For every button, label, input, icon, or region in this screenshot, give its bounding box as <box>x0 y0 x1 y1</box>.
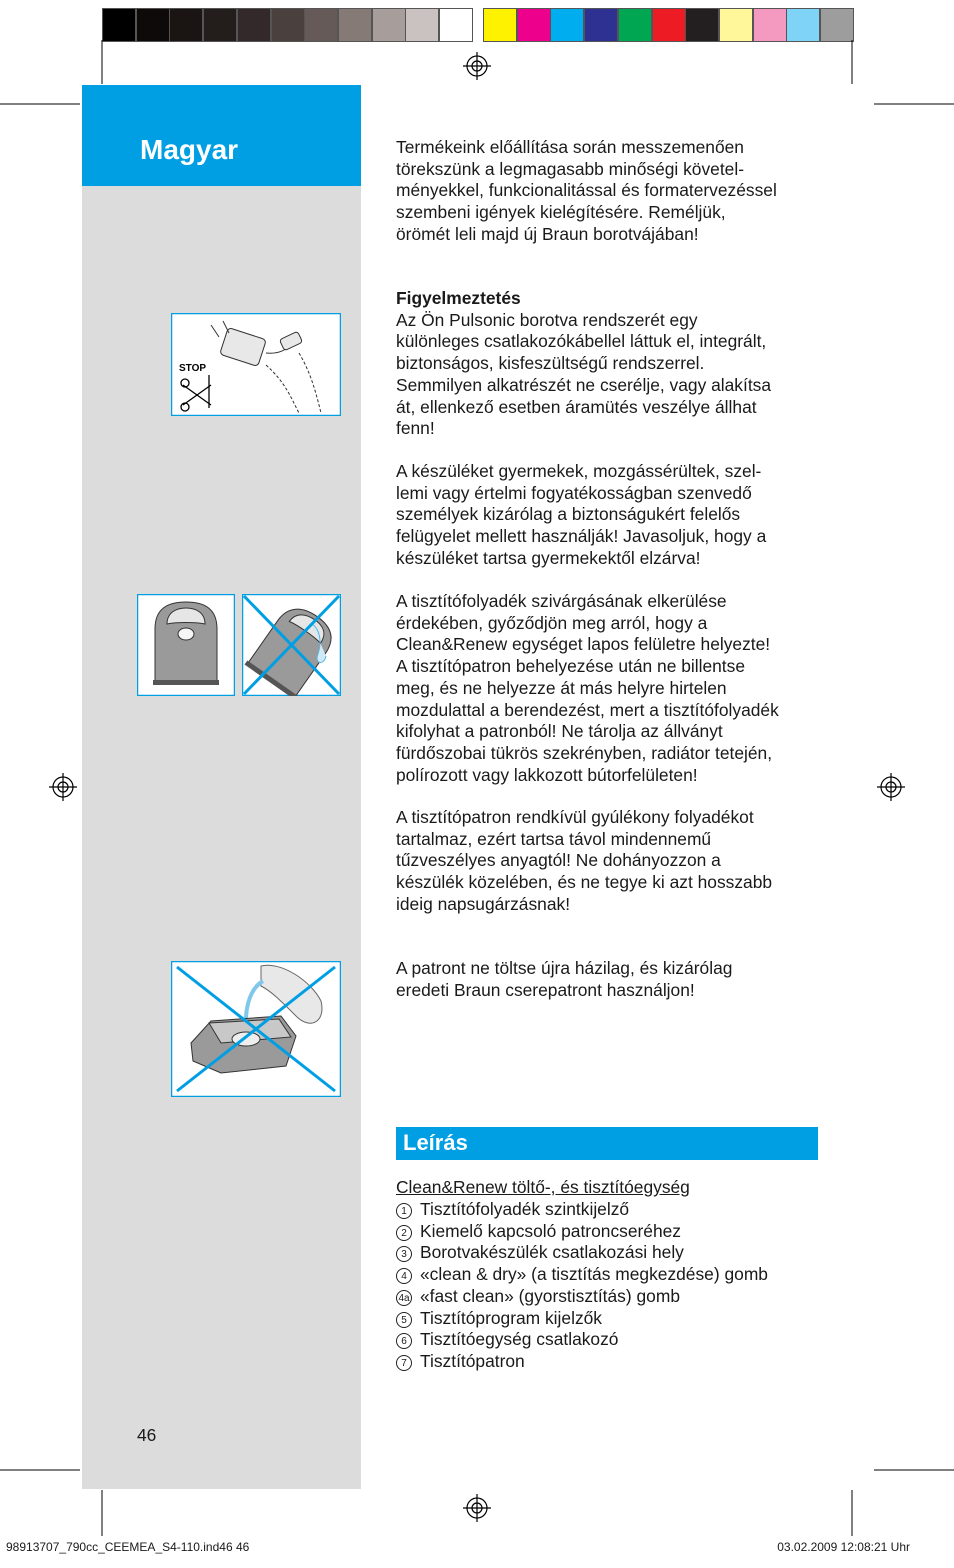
refill-prohibited-illustration <box>171 961 341 1097</box>
intro-text <box>396 137 826 246</box>
registration-mark-left <box>49 773 77 801</box>
item-label: Tisztítópatron <box>420 1350 525 1371</box>
item-number-badge: 4 <box>396 1268 412 1284</box>
parts-list-item <box>396 1308 602 1330</box>
footer-timestamp: 03.02.2009 12:08:21 Uhr <box>777 1540 910 1554</box>
parts-list-item <box>396 1286 680 1308</box>
page-number: 46 <box>137 1425 157 1445</box>
parts-list-item <box>396 1242 684 1264</box>
page-title: Magyar <box>140 134 239 165</box>
item-number-badge: 1 <box>396 1203 412 1219</box>
plug-cable-illustration <box>171 313 341 416</box>
item-label: «fast clean» (gyorstisztítás) gomb <box>420 1285 681 1306</box>
warning-paragraph-1: Az Ön Pulsonic borotva rendszerét egy különleges csatlakozókábellel láttuk el, integrált, biztonságos, kisfeszültségű rendszerrel. Semmilyen alkatrészét ne cserélje, vagy alakítsa át, ellenkező esetben áramütés veszélye állhat fenn! <box>396 309 772 439</box>
warning-heading: Figyelmeztetés <box>396 288 521 308</box>
warning-paragraph-4-block <box>396 807 826 916</box>
unit-title: Clean&Renew töltő-, és tisztítóegység <box>396 1177 690 1197</box>
item-number-badge: 4a <box>396 1290 412 1306</box>
item-label: Kiemelő kapcsoló patroncseréhez <box>420 1220 682 1241</box>
item-number-badge: 5 <box>396 1312 412 1328</box>
section-heading: Leírás <box>403 1130 468 1155</box>
item-label: «clean & dry» (a tisztítás megkezdése) gomb <box>420 1264 768 1285</box>
item-number-badge: 2 <box>396 1225 412 1241</box>
parts-list-item <box>396 1329 618 1351</box>
registration-mark-top <box>463 52 491 80</box>
warning-paragraph-2-block <box>396 461 826 570</box>
parts-list-item <box>396 1199 629 1221</box>
registration-mark-bottom <box>463 1494 491 1522</box>
warning-paragraph-3-block <box>396 591 826 786</box>
warning-paragraph-2: A készüléket gyermekek, mozgássérültek, szel- lemi vagy értelmi fogyatékosságban szenvedő személyek kizárólag a biztonságukért felelős felügyelet mellett használják! Javasoljuk, hogy a készüléket tartsa gyermekektől elzárva! <box>396 461 767 568</box>
parts-list-item <box>396 1351 525 1373</box>
warning-paragraph-4: A tisztítópatron rendkívül gyúlékony folyadékot tartalmaz, ezért tartsa távol mindennemű tűzveszélyes anyagtól! Ne dohányozzon a készülék közelében, és ne tegye ki azt hosszabb ideig napsugárzásnak! <box>396 807 773 914</box>
parts-list-item <box>396 1221 681 1243</box>
footer-file-info: 98913707_790cc_CEEMEA_S4-110.ind46 46 <box>6 1540 250 1554</box>
item-label: Tisztítóprogram kijelzők <box>420 1307 603 1328</box>
warning-paragraph-3: A tisztítófolyadék szivárgásának elkerülése érdekében, győződjön meg arról, hogy a Clean&Renew egységet lapos felületre helyezte! A tisztítópatron behelyezése után ne billentse meg, és ne helyezze át más helyre hirtelen mozdulattal a berendezést, mert a tisztítófolyadék kifolyhat a patronból! Ne tárolja az állványt fürdőszobai tükrös szekrényben, radiátor tetején, polírozott vagy lakkozott bútorfelületen! <box>396 591 779 785</box>
item-number-badge: 7 <box>396 1355 412 1371</box>
sidebar-panel <box>82 85 361 1489</box>
item-label: Borotvakészülék csatlakozási hely <box>420 1242 684 1263</box>
stop-label: STOP <box>179 363 207 374</box>
warning-paragraph-5-block <box>396 958 826 1001</box>
intro-paragraph: Termékeink előállítása során messzemenően törekszünk a legmagasabb minőségi követel- ményekkel, funkcionalitással és formatervezéssel szembeni igények kielégítésére. Reméljük, örömét leli majd új Braun borotvájában! <box>396 137 777 244</box>
item-number-badge: 6 <box>396 1333 412 1349</box>
item-label: Tisztítófolyadék szintkijelző <box>420 1199 630 1219</box>
registration-mark-right <box>877 773 905 801</box>
parts-list-item <box>396 1264 768 1286</box>
warning-paragraph-5: A patront ne töltse újra házilag, és kizárólag eredeti Braun cserepatront használjon! <box>396 958 733 1000</box>
item-label: Tisztítóegység csatlakozó <box>420 1329 619 1350</box>
warning-section <box>396 288 826 440</box>
item-number-badge: 3 <box>396 1246 412 1262</box>
upright-unit-illustration <box>137 594 235 696</box>
tilted-unit-illustration <box>242 594 341 696</box>
